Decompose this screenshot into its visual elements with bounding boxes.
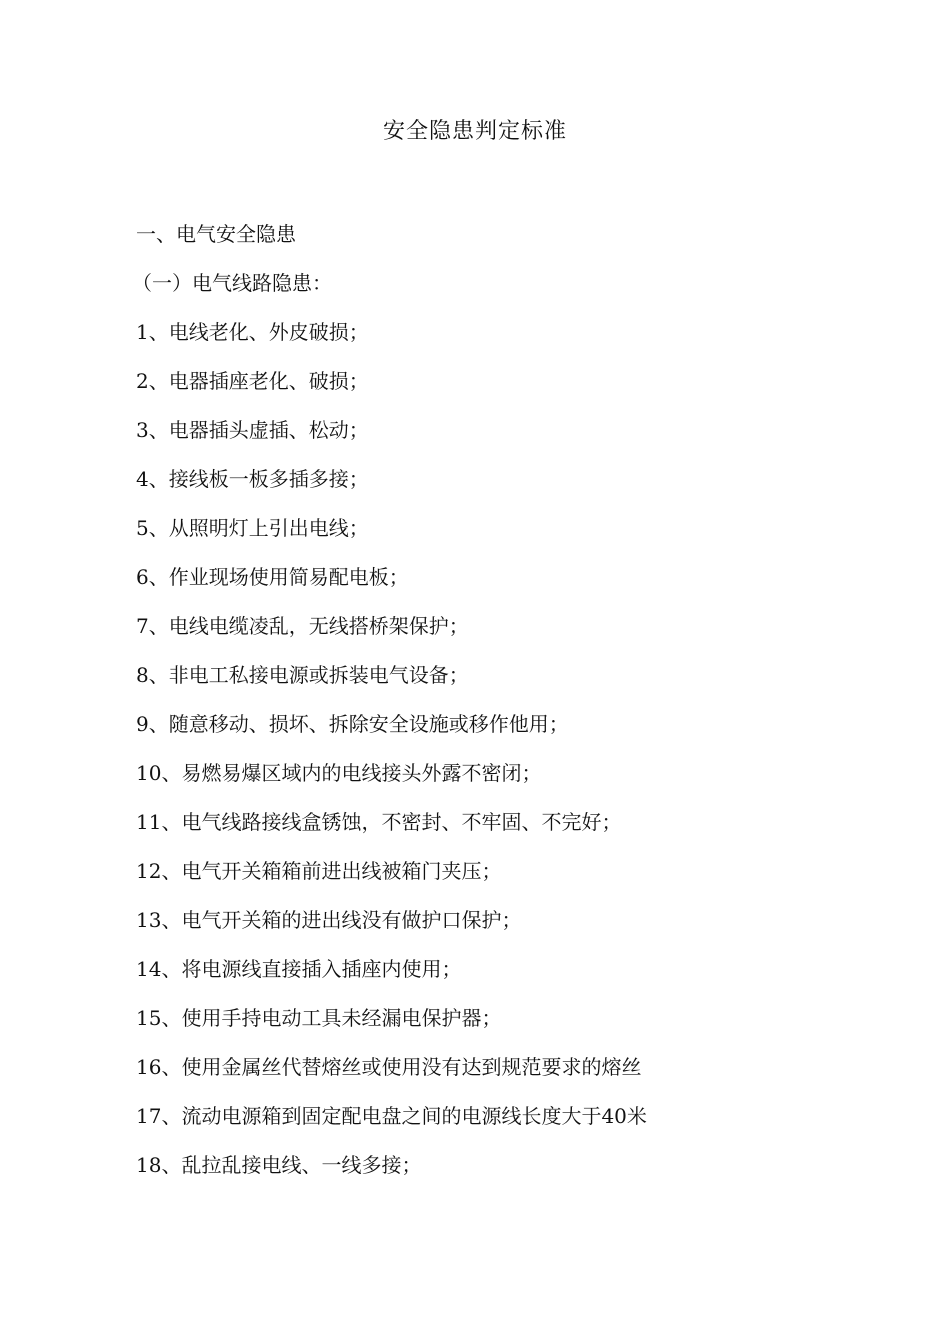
- list-item: 12、电气开关箱箱前进出线被箱门夹压；: [136, 859, 502, 883]
- list-item: 18、乱拉乱接电线、一线多接；: [136, 1153, 422, 1177]
- list-item: 16、使用金属丝代替熔丝或使用没有达到规范要求的熔丝: [136, 1055, 642, 1079]
- list-item: 17、流动电源箱到固定配电盘之间的电源线长度大于40米: [136, 1104, 647, 1128]
- list-item: 4、接线板一板多插多接；: [136, 467, 369, 491]
- list-item: 7、电线电缆凌乱，无线搭桥架保护；: [136, 614, 469, 638]
- hazard-list: [136, 315, 856, 1197]
- subsection-heading: （一）电气线路隐患：: [132, 271, 332, 295]
- document-body: [132, 217, 856, 1197]
- page-title: 安全隐患判定标准: [382, 119, 567, 144]
- section-heading: 一、电气安全隐患: [136, 222, 296, 246]
- list-item: 6、作业现场使用简易配电板；: [136, 565, 409, 589]
- list-item: 13、电气开关箱的进出线没有做护口保护；: [136, 908, 522, 932]
- list-item: 5、从照明灯上引出电线；: [136, 516, 369, 540]
- list-item: 2、电器插座老化、破损；: [136, 369, 369, 393]
- list-item: 8、非电工私接电源或拆装电气设备；: [136, 663, 469, 687]
- list-item: 9、随意移动、损坏、拆除安全设施或移作他用；: [136, 712, 569, 736]
- list-item: 1、电线老化、外皮破损；: [136, 320, 369, 344]
- list-item: 11、电气线路接线盒锈蚀，不密封、不牢固、不完好；: [136, 810, 622, 834]
- list-item: 10、易燃易爆区域内的电线接头外露不密闭；: [136, 761, 542, 785]
- list-item: 15、使用手持电动工具未经漏电保护器；: [136, 1006, 502, 1030]
- list-item: 3、电器插头虚插、松动；: [136, 418, 369, 442]
- list-item: 14、将电源线直接插入插座内使用；: [136, 957, 462, 981]
